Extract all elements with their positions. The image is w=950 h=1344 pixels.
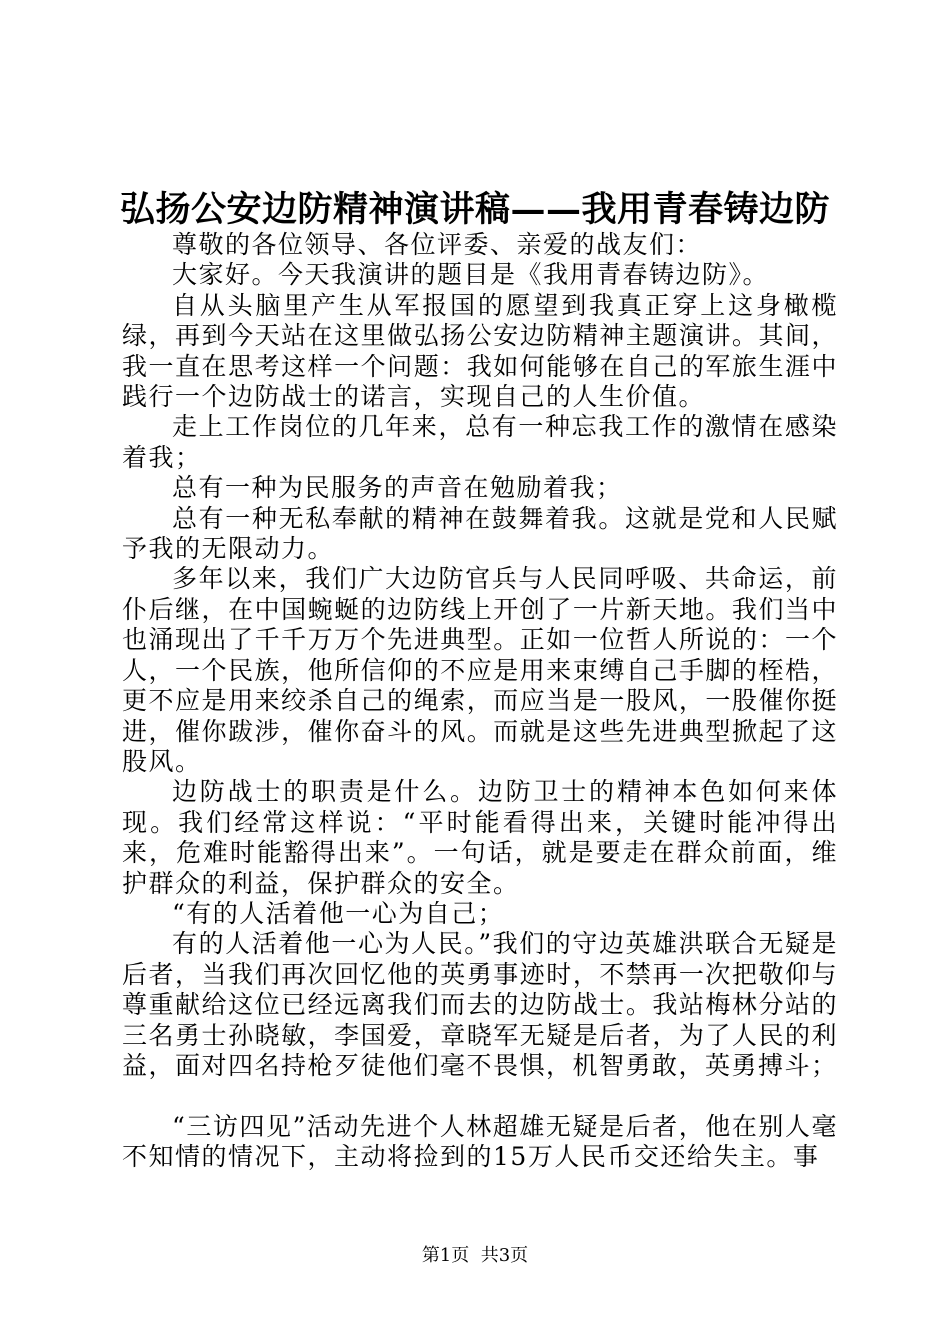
paragraph: 多年以来，我们广大边防官兵与人民同呼吸、共命运，前仆后继，在中国蜿蜒的边防线上开创了一片新天地。我们当中也涌现出了千千万万个先进典型。正如一位哲人所说的：一个人，一个民族，他所信仰的不应是用来束缚自己手脚的桎梏，更不应是用来绞杀自己的绳索，而应当是一股风，一股催你挺进，催你跋涉，催你奋斗的风。而就是这些先进典型掀起了这股风。 bbox=[122, 564, 838, 776]
paragraph-greeting: 大家好。今天我演讲的题目是《我用青春铸边防》。 bbox=[172, 260, 770, 290]
paragraph: 有的人活着他一心为人民。”我们的守边英雄洪联合无疑是后者，当我们再次回忆他的英勇事迹时，不禁再一次把敬仰与尊重献给这位已经远离我们而去的边防战士。我站梅林分站的三名勇士孙晓敏，李国爱，章晓军无疑是后者，为了人民的利益，面对四名持枪歹徒他们毫不畏惧，机智勇敢，英勇搏斗； bbox=[122, 929, 838, 1080]
paragraph-salutation: 尊敬的各位领导、各位评委、亲爱的战友们： bbox=[172, 230, 703, 259]
paragraph: “有的人活着他一心为自己； bbox=[172, 898, 505, 928]
paragraph: 走上工作岗位的几年来，总有一种忘我工作的激情在感染着我； bbox=[122, 412, 838, 472]
paragraph: 总有一种为民服务的声音在勉励着我； bbox=[172, 473, 623, 503]
paragraph: “三访四见”活动先进个人林超雄无疑是后者，他在别人毫不知情的情况下，主动将捡到的15万人民币交还给失主。事 bbox=[122, 1111, 838, 1172]
paragraph: 自从头脑里产生从军报国的愿望到我真正穿上这身橄榄绿，再到今天站在这里做弘扬公安边防精神主题演讲。其间，我一直在思考这样一个问题：我如何能够在自己的军旅生涯中践行一个边防战士的诺言，实现自己的人生价值。 bbox=[122, 290, 838, 412]
document-title: 弘扬公安边防精神演讲稿——我用青春铸边防 bbox=[119, 189, 830, 230]
document-body bbox=[122, 230, 838, 1173]
paragraph: 边防战士的职责是什么。边防卫士的精神本色如何来体现。我们经常这样说：“平时能看得出来，关键时能冲得出来，危难时能豁得出来”。一句话，就是要走在群众前面，维护群众的利益，保护群众的安全。 bbox=[122, 777, 838, 898]
paragraph: 总有一种无私奉献的精神在鼓舞着我。这就是党和人民赋予我的无限动力。 bbox=[122, 503, 838, 564]
page-footer: 第1页 共3页 bbox=[421, 1245, 529, 1266]
